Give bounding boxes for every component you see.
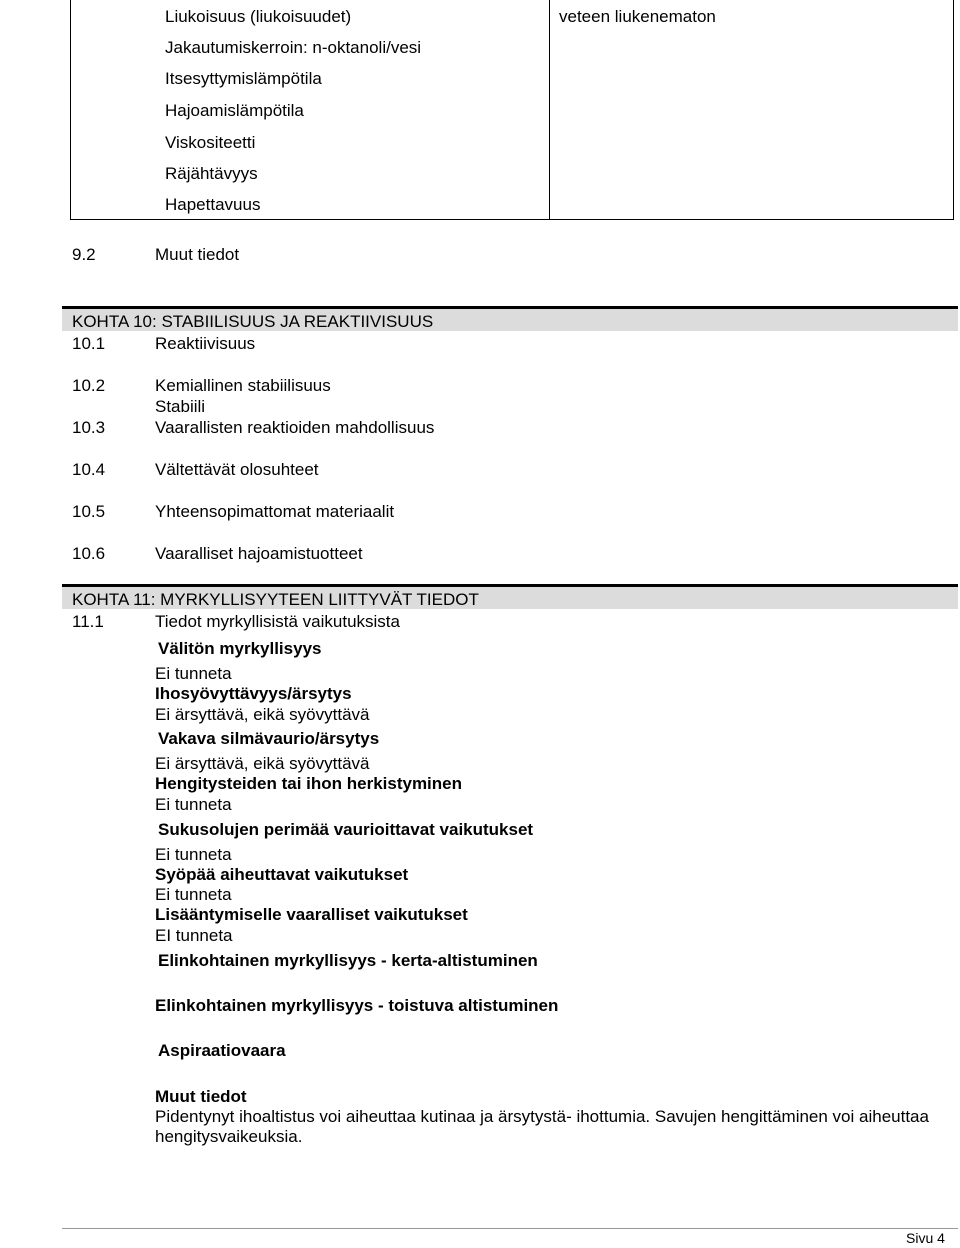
section-header-title: KOHTA 10: STABIILISUUS JA REAKTIIVISUUS [72, 312, 434, 331]
footer-divider [62, 1228, 958, 1229]
toxicity-heading: Lisääntymiselle vaaralliset vaikutukset [155, 905, 468, 924]
toxicity-heading: Elinkohtainen myrkyllisyys - kerta-altistuminen [158, 951, 538, 970]
subsection-title: Yhteensopimattomat materiaalit [155, 502, 395, 521]
toxicity-heading: Ihosyövyttävyys/ärsytys [155, 684, 352, 703]
toxicity-heading: Syöpää aiheuttavat vaikutukset [155, 865, 409, 884]
subsection-number: 10.2 [72, 376, 106, 395]
property-label: Itsesyttymislämpötila [165, 69, 322, 88]
subsection-title: Kemiallinen stabiilisuus [155, 376, 331, 395]
section-header-title: KOHTA 11: MYRKYLLISYYTEEN LIITTYVÄT TIEDOT [72, 590, 479, 609]
subsection-number: 11.1 [72, 612, 104, 631]
other-info-text: Pidentynyt ihoaltistus voi aiheuttaa kutinaa ja ärsytystä- ihottumia. Savujen hengittäminen voi aiheuttaa [155, 1107, 929, 1126]
property-label: Hajoamislämpötila [165, 101, 304, 120]
toxicity-text: Ei tunneta [155, 885, 232, 904]
property-label: Hapettavuus [165, 195, 261, 214]
subsection-title: Vältettävät olosuhteet [155, 460, 319, 479]
toxicity-text: Ei ärsyttävä, eikä syövyttävä [155, 754, 370, 773]
toxicity-text: Ei tunneta [155, 795, 232, 814]
subsection-number: 10.6 [72, 544, 106, 563]
subsection-number: 10.5 [72, 502, 106, 521]
property-label: Räjähtävyys [165, 164, 258, 183]
toxicity-heading: Vakava silmävaurio/ärsytys [158, 729, 380, 748]
subsection-title: Vaaralliset hajoamistuotteet [155, 544, 363, 563]
subsection-number: 10.1 [72, 334, 106, 353]
other-info-heading: Muut tiedot [155, 1087, 247, 1106]
subsection-title: Muut tiedot [155, 245, 240, 264]
toxicity-heading: Sukusolujen perimää vaurioittavat vaikutukset [158, 820, 534, 839]
subsection-number: 10.4 [72, 460, 106, 479]
property-label: Viskositeetti [165, 133, 256, 152]
property-value: veteen liukenematon [559, 7, 716, 26]
other-info-text: hengitysvaikeuksia. [155, 1127, 303, 1146]
subsection-value: Stabiili [155, 397, 206, 416]
subsection-title: Tiedot myrkyllisistä vaikutuksista [155, 612, 400, 631]
toxicity-heading: Elinkohtainen myrkyllisyys - toistuva altistuminen [155, 996, 559, 1015]
subsection-title: Vaarallisten reaktioiden mahdollisuus [155, 418, 435, 437]
table-column-divider [549, 0, 550, 220]
toxicity-heading: Aspiraatiovaara [158, 1041, 286, 1060]
toxicity-heading: Hengitysteiden tai ihon herkistyminen [155, 774, 463, 793]
toxicity-text: EI tunneta [155, 926, 233, 945]
toxicity-heading: Välitön myrkyllisyys [158, 639, 322, 658]
property-label: Liukoisuus (liukoisuudet) [165, 7, 352, 26]
page-number: Sivu 4 [906, 1230, 945, 1246]
subsection-title: Reaktiivisuus [155, 334, 256, 353]
toxicity-text: Ei tunneta [155, 845, 232, 864]
subsection-number: 10.3 [72, 418, 106, 437]
property-label: Jakautumiskerroin: n-oktanoli/vesi [165, 38, 422, 57]
toxicity-text: Ei ärsyttävä, eikä syövyttävä [155, 705, 370, 724]
toxicity-text: Ei tunneta [155, 664, 232, 683]
subsection-number: 9.2 [72, 245, 96, 264]
